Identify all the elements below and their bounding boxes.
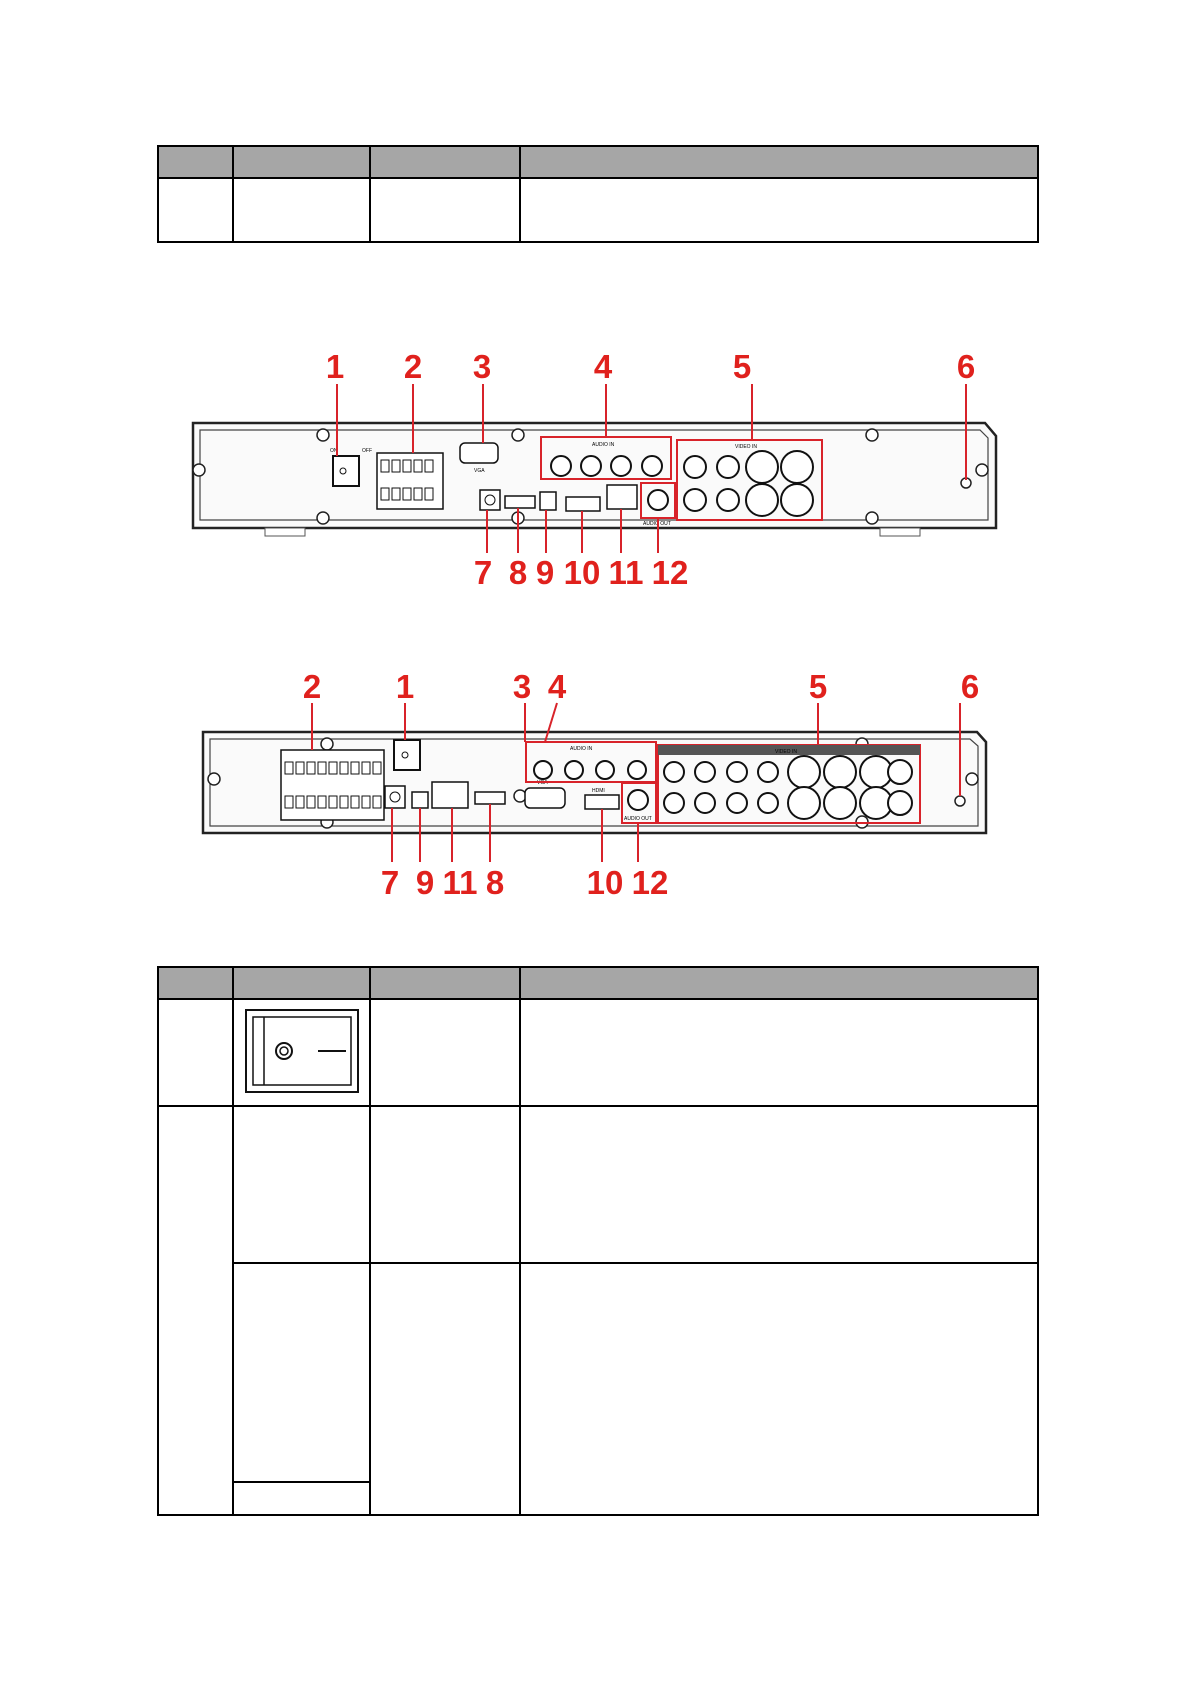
callout-number: 1 [395,668,415,705]
vga-port [460,443,498,463]
video-in-label: VIDEO IN [775,749,797,755]
callout-number: 7 [380,864,400,901]
table-row [158,1106,1038,1263]
hdmi-port [585,795,619,809]
table-header-row [158,967,1038,999]
callout-number: 10 [586,864,624,901]
callout-number: 11 [442,864,478,901]
callout-number: 7 [473,554,493,591]
callout-number: 4 [547,668,567,705]
table-cell [233,1482,370,1515]
callout-number: 3 [512,668,532,705]
callout-number: 2 [302,668,322,705]
table-cell [233,1106,370,1263]
callout-number: 9 [535,554,555,591]
callout-number: 8 [508,554,528,591]
dc-power-port [480,490,500,510]
table-cell [233,1263,370,1482]
usb-port [475,792,505,804]
header-cell [520,967,1038,999]
rear-panel-a [193,348,996,591]
callout-number: 6 [960,668,980,705]
hdmi-label: HDMI [592,788,605,794]
table-cell [520,1263,1038,1515]
video-in-label: VIDEO IN [735,444,757,450]
callout-number: 5 [808,668,828,705]
audio-out-label: AUDIO OUT [643,521,671,527]
callout-number: 11 [608,554,644,591]
rs485-port [540,492,556,510]
callout-number: 12 [631,864,669,901]
table-cell [520,999,1038,1106]
on-label: ON [330,448,338,454]
hdmi-port [566,497,600,511]
table-row [158,1263,1038,1482]
vga-label: VGA [537,780,548,786]
network-port [607,485,637,509]
callout-number: 5 [732,348,752,385]
table-cell [370,999,520,1106]
table-row [158,999,1038,1106]
audio-in-label: AUDIO IN [570,746,593,752]
bottom-table [157,966,1039,1516]
power-switch [394,740,420,770]
callout-number: 8 [485,864,505,901]
callout-number: 10 [563,554,601,591]
callout-number: 1 [325,348,345,385]
table-cell [370,1263,520,1515]
dc-power-port [385,786,405,808]
header-cell [233,967,370,999]
table-cell [520,1106,1038,1263]
table-cell [158,999,233,1106]
header-cell [370,967,520,999]
usb-port [505,496,535,508]
table-cell [370,1106,520,1263]
table-cell [233,999,370,1106]
rear-panel-b [203,668,986,901]
table-cell [158,1106,233,1515]
callout-number: 9 [415,864,435,901]
rs485-port [412,792,428,808]
alarm-terminal [281,750,384,820]
callout-number: 2 [403,348,423,385]
power-switch-icon [244,1008,360,1094]
audio-in-label: AUDIO IN [592,442,615,448]
vga-label: VGA [474,468,485,474]
callout-number: 4 [593,348,613,385]
callout-number: 6 [956,348,976,385]
header-cell [158,967,233,999]
callout-number: 12 [651,554,689,591]
vga-port [525,788,565,808]
audio-out-label: AUDIO OUT [624,816,652,822]
off-label: OFF [362,448,372,454]
callout-number: 3 [472,348,492,385]
network-port [432,782,468,808]
